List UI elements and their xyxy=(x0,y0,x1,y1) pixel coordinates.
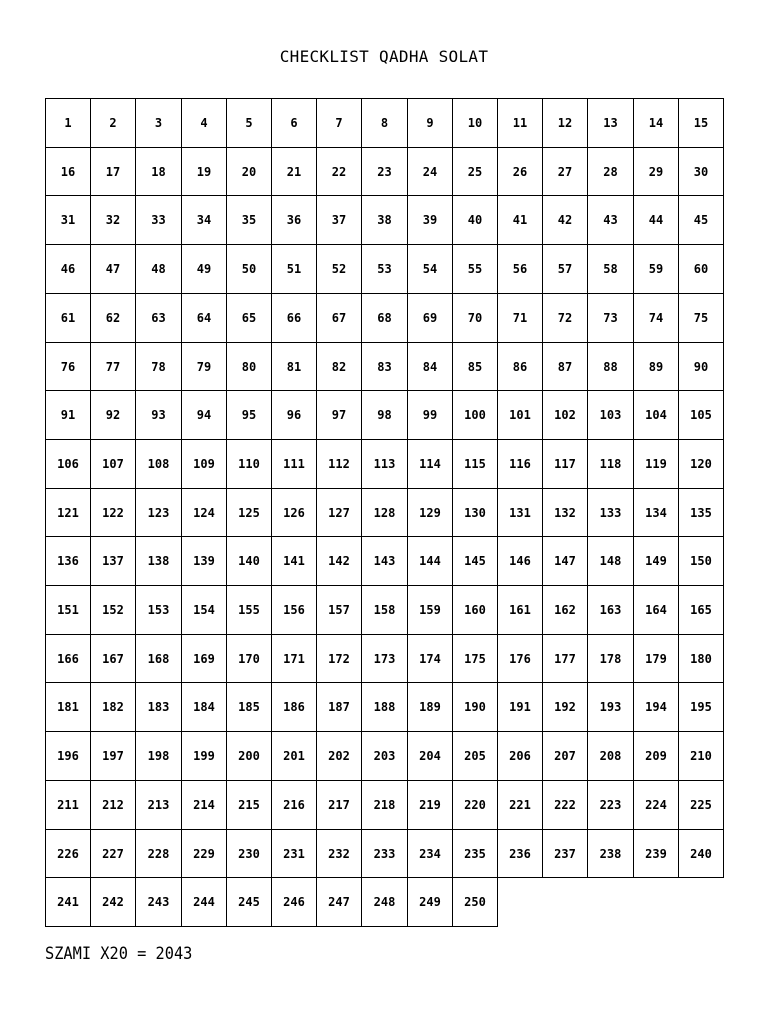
checklist-cell[interactable]: 117 xyxy=(542,439,588,489)
checklist-cell[interactable]: 188 xyxy=(361,682,408,732)
checklist-cell[interactable]: 99 xyxy=(407,390,453,440)
checklist-cell[interactable]: 111 xyxy=(271,439,317,489)
checklist-cell[interactable]: 44 xyxy=(633,195,679,245)
checklist-cell[interactable]: 148 xyxy=(587,536,634,586)
checklist-cell[interactable]: 21 xyxy=(271,147,317,196)
checklist-cell[interactable]: 137 xyxy=(90,536,136,586)
checklist-cell[interactable]: 144 xyxy=(407,536,453,586)
checklist-grid xyxy=(45,98,723,926)
checklist-cell[interactable]: 17 xyxy=(90,147,136,196)
checklist-cell[interactable]: 65 xyxy=(226,293,272,343)
checklist-cell[interactable]: 59 xyxy=(633,244,679,294)
checklist-cell[interactable]: 79 xyxy=(181,342,227,391)
checklist-cell[interactable]: 40 xyxy=(452,195,498,245)
checklist-cell[interactable]: 186 xyxy=(271,682,317,732)
checklist-cell[interactable]: 200 xyxy=(226,731,272,781)
checklist-cell[interactable]: 197 xyxy=(90,731,136,781)
checklist-cell[interactable]: 185 xyxy=(226,682,272,732)
checklist-cell[interactable]: 180 xyxy=(678,634,724,683)
checklist-cell[interactable]: 147 xyxy=(542,536,588,586)
checklist-cell[interactable]: 159 xyxy=(407,585,453,635)
checklist-cell[interactable]: 194 xyxy=(633,682,679,732)
checklist-cell[interactable]: 205 xyxy=(452,731,498,781)
checklist-cell[interactable]: 199 xyxy=(181,731,227,781)
checklist-cell[interactable]: 165 xyxy=(678,585,724,635)
checklist-cell[interactable]: 60 xyxy=(678,244,724,294)
checklist-cell[interactable]: 198 xyxy=(135,731,182,781)
checklist-cell[interactable]: 76 xyxy=(45,342,91,391)
checklist-cell[interactable]: 8 xyxy=(361,98,408,148)
checklist-cell[interactable]: 49 xyxy=(181,244,227,294)
checklist-cell[interactable]: 235 xyxy=(452,829,498,878)
checklist-cell[interactable]: 55 xyxy=(452,244,498,294)
checklist-cell[interactable]: 5 xyxy=(226,98,272,148)
checklist-cell[interactable]: 244 xyxy=(181,877,227,927)
checklist-cell[interactable]: 240 xyxy=(678,829,724,878)
checklist-cell[interactable]: 160 xyxy=(452,585,498,635)
checklist-cell[interactable]: 74 xyxy=(633,293,679,343)
checklist-cell[interactable]: 71 xyxy=(497,293,543,343)
checklist-cell[interactable]: 25 xyxy=(452,147,498,196)
checklist-cell[interactable]: 224 xyxy=(633,780,679,830)
checklist-cell[interactable]: 202 xyxy=(316,731,362,781)
checklist-cell[interactable]: 12 xyxy=(542,98,588,148)
checklist-cell[interactable]: 145 xyxy=(452,536,498,586)
checklist-cell[interactable]: 141 xyxy=(271,536,317,586)
checklist-cell[interactable]: 232 xyxy=(316,829,362,878)
checklist-cell[interactable]: 58 xyxy=(587,244,634,294)
checklist-cell[interactable]: 121 xyxy=(45,488,91,537)
checklist-cell[interactable]: 2 xyxy=(90,98,136,148)
checklist-cell[interactable]: 177 xyxy=(542,634,588,683)
checklist-cell[interactable]: 229 xyxy=(181,829,227,878)
checklist-cell[interactable]: 90 xyxy=(678,342,724,391)
checklist-cell[interactable]: 61 xyxy=(45,293,91,343)
checklist-cell[interactable]: 184 xyxy=(181,682,227,732)
checklist-cell[interactable]: 73 xyxy=(587,293,634,343)
checklist-cell[interactable]: 56 xyxy=(497,244,543,294)
checklist-cell[interactable]: 102 xyxy=(542,390,588,440)
checklist-cell[interactable]: 187 xyxy=(316,682,362,732)
checklist-cell[interactable]: 135 xyxy=(678,488,724,537)
checklist-cell[interactable]: 230 xyxy=(226,829,272,878)
checklist-cell[interactable]: 155 xyxy=(226,585,272,635)
checklist-cell[interactable]: 20 xyxy=(226,147,272,196)
checklist-cell[interactable]: 52 xyxy=(316,244,362,294)
checklist-cell[interactable]: 54 xyxy=(407,244,453,294)
checklist-cell[interactable]: 171 xyxy=(271,634,317,683)
checklist-cell[interactable]: 128 xyxy=(361,488,408,537)
checklist-cell[interactable]: 161 xyxy=(497,585,543,635)
checklist-cell[interactable]: 222 xyxy=(542,780,588,830)
checklist-cell[interactable]: 175 xyxy=(452,634,498,683)
checklist-cell[interactable]: 167 xyxy=(90,634,136,683)
checklist-cell[interactable]: 37 xyxy=(316,195,362,245)
checklist-cell[interactable]: 215 xyxy=(226,780,272,830)
checklist-cell[interactable]: 234 xyxy=(407,829,453,878)
checklist-cell[interactable]: 63 xyxy=(135,293,182,343)
checklist-cell[interactable]: 22 xyxy=(316,147,362,196)
checklist-cell[interactable]: 112 xyxy=(316,439,362,489)
checklist-cell[interactable]: 45 xyxy=(678,195,724,245)
checklist-cell[interactable]: 126 xyxy=(271,488,317,537)
checklist-cell[interactable]: 157 xyxy=(316,585,362,635)
checklist-cell[interactable]: 91 xyxy=(45,390,91,440)
checklist-cell[interactable]: 24 xyxy=(407,147,453,196)
checklist-cell[interactable]: 115 xyxy=(452,439,498,489)
checklist-cell[interactable]: 249 xyxy=(407,877,453,927)
checklist-cell[interactable]: 214 xyxy=(181,780,227,830)
checklist-cell[interactable]: 34 xyxy=(181,195,227,245)
checklist-cell[interactable]: 78 xyxy=(135,342,182,391)
checklist-cell[interactable]: 217 xyxy=(316,780,362,830)
checklist-cell[interactable]: 116 xyxy=(497,439,543,489)
checklist-cell[interactable]: 96 xyxy=(271,390,317,440)
checklist-cell[interactable]: 183 xyxy=(135,682,182,732)
checklist-cell[interactable]: 113 xyxy=(361,439,408,489)
checklist-cell[interactable]: 68 xyxy=(361,293,408,343)
checklist-cell[interactable]: 176 xyxy=(497,634,543,683)
checklist-cell[interactable]: 209 xyxy=(633,731,679,781)
checklist-cell[interactable]: 216 xyxy=(271,780,317,830)
checklist-cell[interactable]: 149 xyxy=(633,536,679,586)
checklist-cell[interactable]: 248 xyxy=(361,877,408,927)
checklist-cell[interactable]: 207 xyxy=(542,731,588,781)
footer-note: SZAMI X20 = 2043 xyxy=(45,944,193,964)
checklist-cell[interactable]: 139 xyxy=(181,536,227,586)
checklist-cell[interactable]: 114 xyxy=(407,439,453,489)
checklist-cell[interactable]: 166 xyxy=(45,634,91,683)
checklist-cell[interactable]: 193 xyxy=(587,682,634,732)
checklist-cell[interactable]: 190 xyxy=(452,682,498,732)
checklist-cell[interactable]: 142 xyxy=(316,536,362,586)
checklist-cell[interactable]: 95 xyxy=(226,390,272,440)
checklist-cell[interactable]: 92 xyxy=(90,390,136,440)
checklist-cell[interactable]: 233 xyxy=(361,829,408,878)
checklist-cell[interactable]: 9 xyxy=(407,98,453,148)
checklist-cell[interactable]: 119 xyxy=(633,439,679,489)
checklist-cell[interactable]: 238 xyxy=(587,829,634,878)
checklist-cell[interactable]: 152 xyxy=(90,585,136,635)
checklist-cell[interactable]: 122 xyxy=(90,488,136,537)
checklist-cell[interactable]: 212 xyxy=(90,780,136,830)
checklist-cell[interactable]: 87 xyxy=(542,342,588,391)
checklist-cell[interactable]: 89 xyxy=(633,342,679,391)
checklist-cell[interactable]: 162 xyxy=(542,585,588,635)
checklist-cell[interactable]: 13 xyxy=(587,98,634,148)
checklist-cell[interactable]: 220 xyxy=(452,780,498,830)
checklist-cell[interactable]: 107 xyxy=(90,439,136,489)
checklist-cell[interactable]: 39 xyxy=(407,195,453,245)
checklist-cell[interactable]: 42 xyxy=(542,195,588,245)
checklist-cell[interactable]: 130 xyxy=(452,488,498,537)
checklist-cell[interactable]: 35 xyxy=(226,195,272,245)
checklist-cell[interactable]: 53 xyxy=(361,244,408,294)
checklist-cell[interactable]: 83 xyxy=(361,342,408,391)
checklist-cell[interactable]: 7 xyxy=(316,98,362,148)
checklist-cell[interactable]: 64 xyxy=(181,293,227,343)
checklist-cell[interactable]: 132 xyxy=(542,488,588,537)
checklist-cell[interactable]: 30 xyxy=(678,147,724,196)
checklist-cell[interactable]: 181 xyxy=(45,682,91,732)
checklist-cell[interactable]: 105 xyxy=(678,390,724,440)
checklist-cell[interactable]: 174 xyxy=(407,634,453,683)
checklist-cell[interactable]: 218 xyxy=(361,780,408,830)
checklist-cell[interactable]: 98 xyxy=(361,390,408,440)
checklist-cell[interactable]: 66 xyxy=(271,293,317,343)
checklist-cell[interactable]: 213 xyxy=(135,780,182,830)
checklist-cell[interactable]: 57 xyxy=(542,244,588,294)
page-title: CHECKLIST QADHA SOLAT xyxy=(279,47,489,66)
checklist-cell[interactable]: 211 xyxy=(45,780,91,830)
checklist-cell[interactable]: 164 xyxy=(633,585,679,635)
checklist-cell[interactable]: 208 xyxy=(587,731,634,781)
checklist-cell[interactable]: 125 xyxy=(226,488,272,537)
checklist-cell[interactable]: 172 xyxy=(316,634,362,683)
checklist-cell[interactable]: 131 xyxy=(497,488,543,537)
checklist-cell[interactable]: 231 xyxy=(271,829,317,878)
checklist-cell[interactable]: 43 xyxy=(587,195,634,245)
checklist-cell[interactable]: 81 xyxy=(271,342,317,391)
checklist-cell[interactable]: 29 xyxy=(633,147,679,196)
checklist-cell[interactable]: 48 xyxy=(135,244,182,294)
checklist-cell[interactable]: 134 xyxy=(633,488,679,537)
checklist-cell[interactable]: 32 xyxy=(90,195,136,245)
checklist-cell[interactable]: 14 xyxy=(633,98,679,148)
checklist-cell[interactable]: 227 xyxy=(90,829,136,878)
checklist-cell[interactable]: 41 xyxy=(497,195,543,245)
checklist-cell[interactable]: 67 xyxy=(316,293,362,343)
checklist-cell[interactable]: 140 xyxy=(226,536,272,586)
checklist-cell[interactable]: 10 xyxy=(452,98,498,148)
checklist-cell[interactable]: 97 xyxy=(316,390,362,440)
checklist-cell[interactable]: 191 xyxy=(497,682,543,732)
checklist-cell[interactable]: 225 xyxy=(678,780,724,830)
checklist-cell[interactable]: 124 xyxy=(181,488,227,537)
checklist-cell[interactable]: 182 xyxy=(90,682,136,732)
checklist-cell[interactable]: 16 xyxy=(45,147,91,196)
checklist-cell[interactable]: 133 xyxy=(587,488,634,537)
checklist-cell[interactable]: 26 xyxy=(497,147,543,196)
checklist-cell[interactable]: 156 xyxy=(271,585,317,635)
checklist-cell[interactable]: 31 xyxy=(45,195,91,245)
checklist-cell[interactable]: 221 xyxy=(497,780,543,830)
checklist-cell[interactable]: 138 xyxy=(135,536,182,586)
checklist-cell[interactable]: 51 xyxy=(271,244,317,294)
checklist-cell[interactable]: 18 xyxy=(135,147,182,196)
checklist-cell[interactable]: 70 xyxy=(452,293,498,343)
checklist-cell[interactable]: 146 xyxy=(497,536,543,586)
checklist-cell[interactable]: 11 xyxy=(497,98,543,148)
checklist-cell[interactable]: 195 xyxy=(678,682,724,732)
checklist-cell[interactable]: 196 xyxy=(45,731,91,781)
checklist-cell[interactable]: 219 xyxy=(407,780,453,830)
checklist-cell[interactable]: 123 xyxy=(135,488,182,537)
checklist-cell[interactable]: 154 xyxy=(181,585,227,635)
checklist-cell[interactable]: 201 xyxy=(271,731,317,781)
checklist-cell[interactable]: 38 xyxy=(361,195,408,245)
checklist-cell[interactable]: 168 xyxy=(135,634,182,683)
checklist-cell[interactable]: 223 xyxy=(587,780,634,830)
checklist-cell[interactable]: 127 xyxy=(316,488,362,537)
checklist-cell[interactable]: 19 xyxy=(181,147,227,196)
checklist-cell[interactable]: 206 xyxy=(497,731,543,781)
checklist-cell[interactable]: 110 xyxy=(226,439,272,489)
checklist-cell[interactable]: 243 xyxy=(135,877,182,927)
checklist-cell[interactable]: 75 xyxy=(678,293,724,343)
checklist-cell[interactable]: 169 xyxy=(181,634,227,683)
checklist-cell[interactable]: 103 xyxy=(587,390,634,440)
checklist-cell[interactable]: 236 xyxy=(497,829,543,878)
checklist-cell[interactable]: 226 xyxy=(45,829,91,878)
checklist-cell[interactable]: 94 xyxy=(181,390,227,440)
checklist-cell[interactable]: 170 xyxy=(226,634,272,683)
checklist-cell[interactable]: 173 xyxy=(361,634,408,683)
checklist-cell[interactable]: 6 xyxy=(271,98,317,148)
checklist-cell[interactable]: 100 xyxy=(452,390,498,440)
checklist-cell[interactable]: 4 xyxy=(181,98,227,148)
checklist-cell[interactable]: 33 xyxy=(135,195,182,245)
checklist-cell[interactable]: 178 xyxy=(587,634,634,683)
checklist-cell[interactable]: 203 xyxy=(361,731,408,781)
checklist-cell[interactable]: 246 xyxy=(271,877,317,927)
checklist-cell[interactable]: 108 xyxy=(135,439,182,489)
checklist-cell[interactable]: 150 xyxy=(678,536,724,586)
checklist-cell[interactable]: 23 xyxy=(361,147,408,196)
checklist-cell[interactable]: 204 xyxy=(407,731,453,781)
checklist-cell[interactable]: 3 xyxy=(135,98,182,148)
checklist-cell[interactable]: 179 xyxy=(633,634,679,683)
checklist-cell[interactable]: 189 xyxy=(407,682,453,732)
checklist-cell[interactable]: 88 xyxy=(587,342,634,391)
checklist-cell[interactable]: 250 xyxy=(452,877,498,927)
checklist-cell[interactable]: 247 xyxy=(316,877,362,927)
checklist-cell[interactable]: 101 xyxy=(497,390,543,440)
checklist-cell[interactable]: 136 xyxy=(45,536,91,586)
checklist-cell[interactable]: 239 xyxy=(633,829,679,878)
checklist-cell[interactable]: 80 xyxy=(226,342,272,391)
checklist-cell[interactable]: 47 xyxy=(90,244,136,294)
checklist-cell[interactable]: 62 xyxy=(90,293,136,343)
checklist-cell[interactable]: 158 xyxy=(361,585,408,635)
checklist-cell[interactable]: 151 xyxy=(45,585,91,635)
checklist-cell[interactable]: 86 xyxy=(497,342,543,391)
checklist-cell[interactable]: 106 xyxy=(45,439,91,489)
checklist-cell[interactable]: 104 xyxy=(633,390,679,440)
checklist-cell[interactable]: 93 xyxy=(135,390,182,440)
checklist-cell[interactable]: 118 xyxy=(587,439,634,489)
checklist-cell[interactable]: 36 xyxy=(271,195,317,245)
checklist-cell[interactable]: 242 xyxy=(90,877,136,927)
checklist-cell[interactable]: 210 xyxy=(678,731,724,781)
checklist-cell[interactable]: 50 xyxy=(226,244,272,294)
checklist-cell[interactable]: 228 xyxy=(135,829,182,878)
checklist-cell[interactable]: 27 xyxy=(542,147,588,196)
checklist-cell[interactable]: 129 xyxy=(407,488,453,537)
checklist-cell[interactable]: 46 xyxy=(45,244,91,294)
checklist-cell[interactable]: 72 xyxy=(542,293,588,343)
checklist-cell[interactable]: 241 xyxy=(45,877,91,927)
checklist-cell[interactable]: 85 xyxy=(452,342,498,391)
checklist-cell[interactable]: 69 xyxy=(407,293,453,343)
checklist-cell[interactable]: 153 xyxy=(135,585,182,635)
checklist-cell[interactable]: 28 xyxy=(587,147,634,196)
checklist-cell[interactable]: 192 xyxy=(542,682,588,732)
checklist-cell[interactable]: 82 xyxy=(316,342,362,391)
checklist-cell[interactable]: 109 xyxy=(181,439,227,489)
checklist-cell[interactable]: 237 xyxy=(542,829,588,878)
checklist-cell[interactable]: 77 xyxy=(90,342,136,391)
checklist-cell[interactable]: 163 xyxy=(587,585,634,635)
checklist-cell[interactable]: 1 xyxy=(45,98,91,148)
checklist-cell[interactable]: 120 xyxy=(678,439,724,489)
checklist-cell[interactable]: 15 xyxy=(678,98,724,148)
checklist-cell[interactable]: 143 xyxy=(361,536,408,586)
checklist-cell[interactable]: 84 xyxy=(407,342,453,391)
checklist-cell[interactable]: 245 xyxy=(226,877,272,927)
